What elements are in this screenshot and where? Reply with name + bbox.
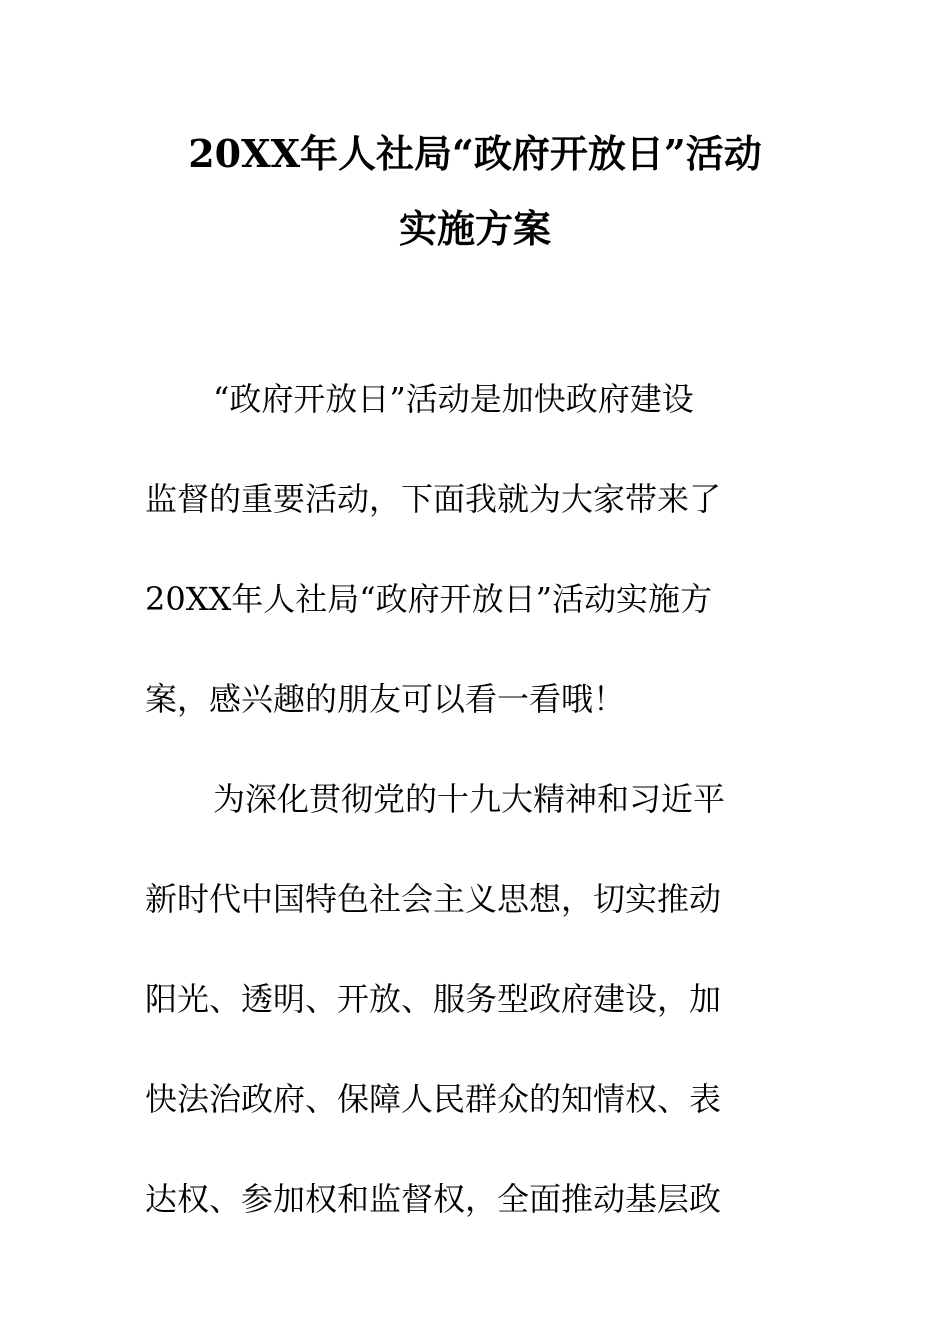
document-title-line-1: 20XX年人社局“政府开放日”活动 xyxy=(188,131,762,176)
paragraph-line: 监督的重要活动，下面我就为大家带来了 xyxy=(145,480,722,518)
paragraph-line: 为深化贯彻党的十九大精神和习近平 xyxy=(213,780,726,818)
paragraph-line: 新时代中国特色社会主义思想，切实推动 xyxy=(145,880,722,918)
paragraph-line: 案，感兴趣的朋友可以看一看哦！ xyxy=(145,680,626,718)
paragraph-line: “政府开放日”活动是加快政府建设 xyxy=(213,380,694,418)
paragraph-line: 阳光、透明、开放、服务型政府建设，加 xyxy=(145,980,722,1018)
document-title-line-2: 实施方案 xyxy=(398,206,551,251)
paragraph-line: 20XX年人社局“政府开放日”活动实施方 xyxy=(145,580,713,618)
paragraph-line: 快法治政府、保障人民群众的知情权、表 xyxy=(145,1080,722,1118)
paragraph-line: 达权、参加权和监督权，全面推动基层政 xyxy=(145,1180,722,1218)
